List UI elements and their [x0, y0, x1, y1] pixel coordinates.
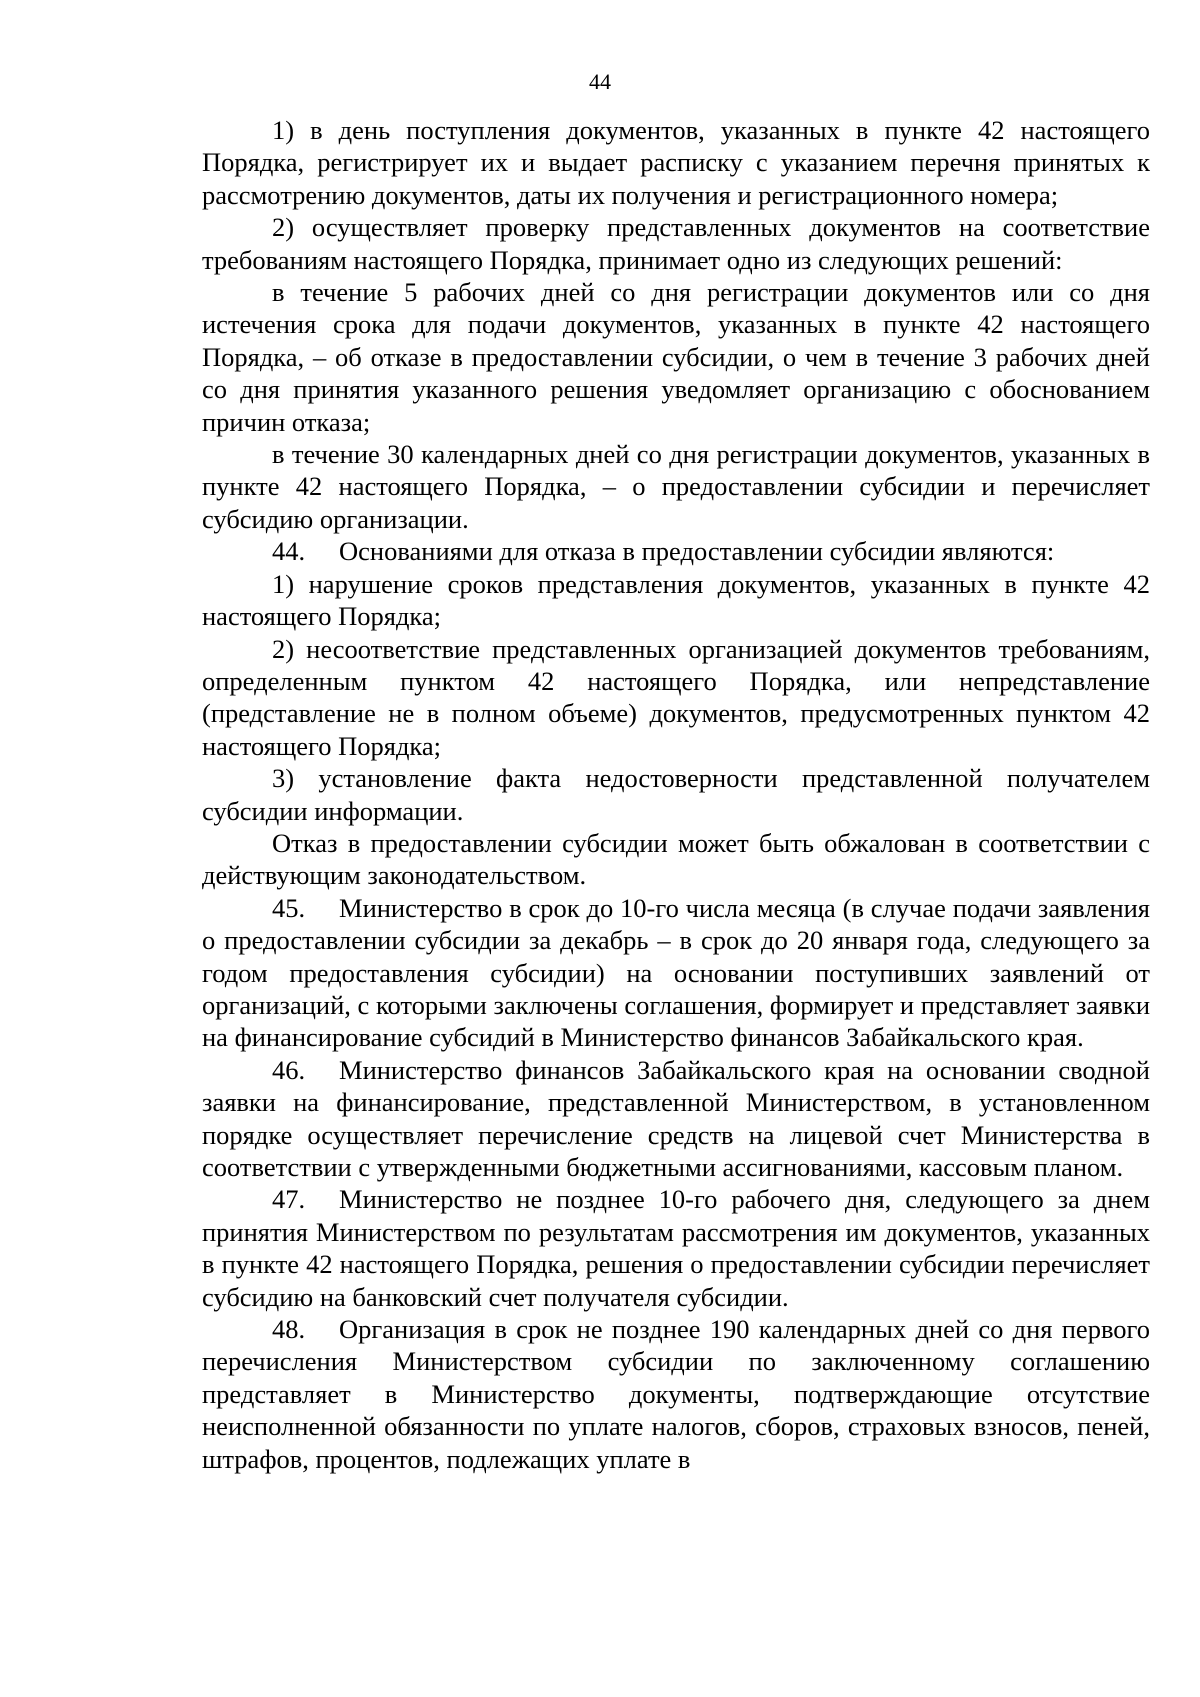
paragraph-numbered	[202, 1313, 1150, 1475]
paragraph-text: Министерство не позднее 10-го рабочего дня, следующего за днем принятия Министерством по результатам рассмотрения им документов, указанных в пункте 42 настоящего Порядка, решения о предоставлении субсидии перечисляет субсидию на банковский счет получателя субсидии.	[202, 1184, 1150, 1312]
paragraph-number: 47.	[272, 1184, 306, 1215]
paragraph-text: 3) установление факта недостоверности представленной получателем субсидии информации.	[202, 763, 1150, 826]
paragraph	[202, 827, 1150, 892]
paragraph-text: 2) осуществляет проверку представленных документов на соответствие требованиям настоящего Порядка, принимает одно из следующих решений:	[202, 212, 1150, 275]
page-number: 44	[589, 69, 611, 94]
paragraph-numbered	[202, 1054, 1150, 1184]
paragraph-numbered	[202, 1183, 1150, 1313]
paragraph-text: Организация в срок не позднее 190 календарных дней со дня первого перечисления Министерством субсидии по заключенному соглашению представляет в Министерство документы, подтверждающие отсутствие неисполненной обязанности по уплате налогов, сборов, страховых взносов, пеней, штрафов, процентов, подлежащих уплате в	[202, 1314, 1150, 1474]
paragraph-number: 44.	[272, 536, 306, 567]
document-body	[202, 114, 1150, 1475]
paragraph	[202, 438, 1150, 535]
paragraph-text: Основаниями для отказа в предоставлении субсидии являются:	[339, 536, 1055, 567]
paragraph	[202, 211, 1150, 276]
paragraph-number: 46.	[272, 1054, 306, 1085]
paragraph	[202, 633, 1150, 763]
paragraph-text: 2) несоответствие представленных организацией документов требованиям, определенным пунктом 42 настоящего Порядка, или непредставление (представление не в полном объеме) документов, предусмотренных пунктом 42 настоящего Порядка;	[202, 633, 1150, 761]
paragraph	[202, 276, 1150, 438]
paragraph-numbered	[202, 892, 1150, 1054]
paragraph	[202, 762, 1150, 827]
paragraph-numbered	[202, 535, 1150, 567]
paragraph-text: Отказ в предоставлении субсидии может быть обжалован в соответствии с действующим законодательством.	[202, 827, 1150, 891]
paragraph-text: 1) в день поступления документов, указанных в пункте 42 настоящего Порядка, регистрирует их и выдает расписку с указанием перечня принятых к рассмотрению документов, даты их получения и регистрационного номера;	[202, 115, 1150, 210]
paragraph-text: 1) нарушение сроков представления документов, указанных в пункте 42 настоящего Порядка;	[202, 568, 1150, 632]
paragraph-text: Министерство в срок до 10-го числа месяца (в случае подачи заявления о предоставлении субсидии за декабрь – в срок до 20 января года, следующего за годом предоставления субсидии) на основании поступивших заявлений от организаций, с которыми заключены соглашения, формирует и представляет заявки на финансирование субсидий в Министерство финансов Забайкальского края.	[202, 892, 1150, 1053]
paragraph-text: Министерство финансов Забайкальского края на основании сводной заявки на финансирование, представленной Министерством, в установленном порядке осуществляет перечисление средств на лицевой счет Министерства в соответствии с утвержденными бюджетными ассигнованиями, кассовым планом.	[202, 1054, 1150, 1182]
paragraph	[202, 568, 1150, 633]
paragraph-number: 45.	[272, 892, 306, 923]
paragraph	[202, 114, 1150, 211]
paragraph-text: в течение 5 рабочих дней со дня регистрации документов или со дня истечения срока для подачи документов, указанных в пункте 42 настоящего Порядка, – об отказе в предоставлении субсидии, о чем в течение 3 рабочих дней со дня принятия указанного решения уведомляет организацию с обоснованием причин отказа;	[202, 277, 1150, 437]
paragraph-text: в течение 30 календарных дней со дня регистрации документов, указанных в пункте 42 настоящего Порядка, – о предоставлении субсидии и перечисляет субсидию организации.	[202, 439, 1150, 534]
paragraph-number: 48.	[272, 1314, 306, 1345]
